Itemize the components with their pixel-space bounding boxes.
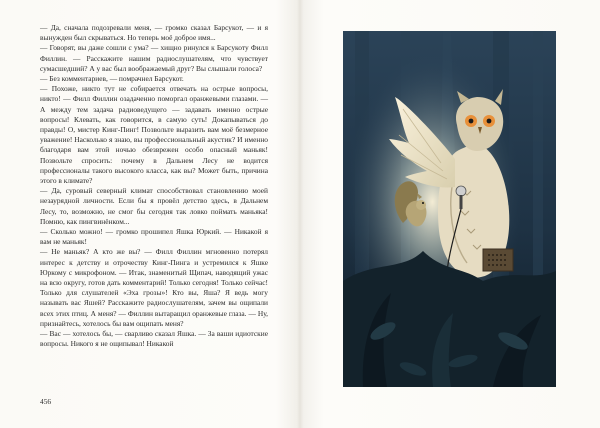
paragraph: — Говорят, вы даже сошли с ума? — хищно ринулся к Барсукоту Филл Филлин. — Расскажите нашим радиослушателям, что чувствует сумасшедший? А у вас был воображаемый друг? Вы слышали голоса? <box>40 43 268 73</box>
left-page-text <box>40 23 268 350</box>
owl-illustration-graphic <box>343 31 556 387</box>
paragraph: — Вас — хотелось бы, — сварливо сказал Яшка. — За ваши идиотские вопросы. Никого я не ощипывал! Никакой <box>40 329 268 349</box>
paragraph: — Да, сначала подозревали меня, — громко сказал Барсукот, — и я вынужден был скрываться. Но теперь моё доброе имя... <box>40 23 268 43</box>
radio-box <box>483 249 513 271</box>
page-number: 456 <box>40 397 52 406</box>
illustration <box>343 31 556 387</box>
paragraph: — Да, суровый северный климат способствовал становлению моей незаурядной личности. Если бы я провёл детство здесь, в Дальнем Лесу, то, возможно, не смог бы сегодня так ловко поймать маньяка! Помню, как пингвинёнком... <box>40 186 268 226</box>
paragraph: — Сколько можно! — громко прошипел Яшка Юркий. — Никакой я вам не маньяк! <box>40 227 268 247</box>
paragraph: — Похоже, никто тут не собирается отвечать на острые вопросы, никто! — Филл Филлин озадаченно поморгал оранжевыми глазами. — А между тем задача радиоведущего — задавать именно острые вопросы! Клевать, как говорится, в самую суть! Докапываться до правды! О, мистер Кинг-Пинг! Позвольте выразить вам моё безмерное уважение! Насколько я знаю, вы профессиональный акустик? И именно благодаря вам этой ночью обезврежен особо опасный маньяк! Позвольте спросить: почему в Дальнем Лесу не водится профессионалы такого высокого класса, как вы? Может быть, причина этого в климате? <box>40 84 268 186</box>
paragraph: — Не маньяк? А кто же вы? — Филл Филлин мгновенно потерял интерес к детству и отрочеству Кинг-Пинга и устремился к Яшке Юркому с микрофоном. — Итак, знаменитый Щипач, наводящий ужас на всю округу, готов дать комментарий! Только сегодня! Только сейчас! Только для слушателей «Эха грозы»! Кто вы, Яша? Я ведь могу называть вас Яшей? Расскажите радиослушателям, зачем вы ощипали всех этих птиц. А меня? — Филлин вытаращил оранжевые глаза. — Ну, признайтесь, хотелось бы вам ощипать меня? <box>40 247 268 328</box>
paragraph: — Без комментариев, — помрачнел Барсукот. <box>40 74 184 84</box>
